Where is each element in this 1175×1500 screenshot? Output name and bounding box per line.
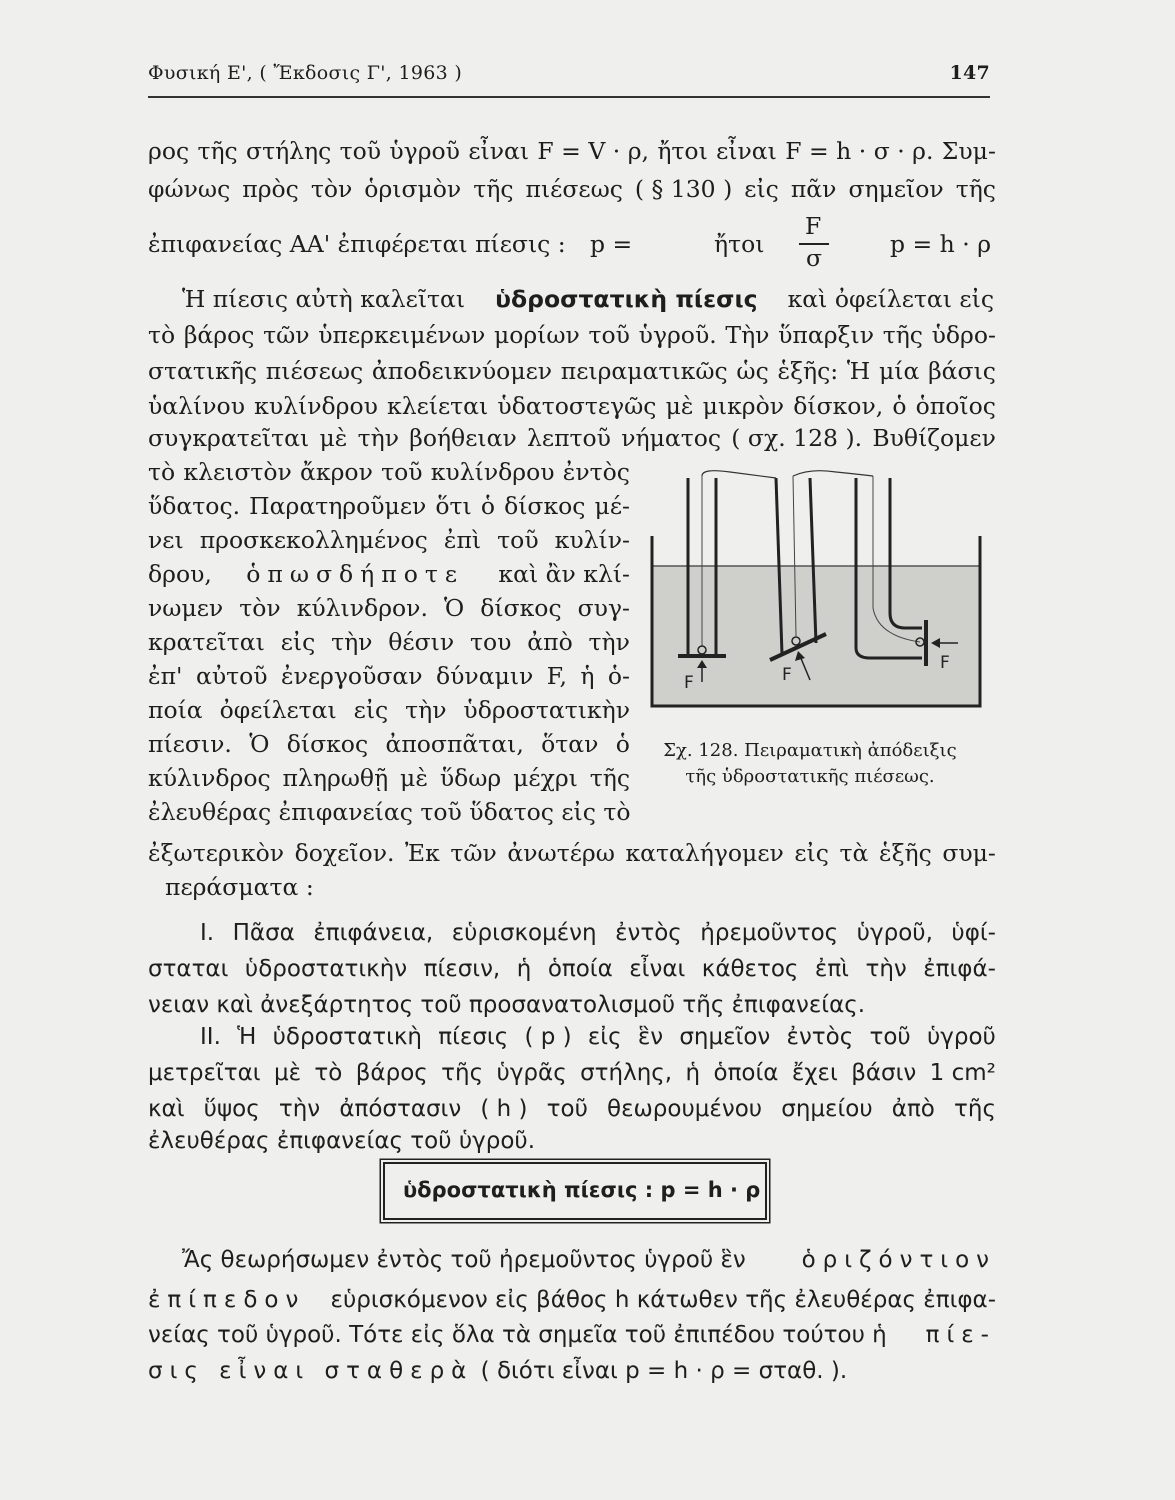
conclusion-i-line: [148, 954, 996, 984]
word: μέ-: [594, 492, 630, 520]
word: ἡ: [685, 1060, 701, 1086]
word: ὑδροστατικὴ: [272, 1024, 423, 1050]
text-line: ἐλευθέρας ἐπιφανείας τοῦ ὕδατος εἰς τὸ: [148, 798, 631, 826]
word: ἐντὸς: [615, 920, 682, 946]
equation-or: ἤτοι: [714, 230, 765, 258]
word: ὅταν: [541, 730, 599, 758]
word: F,: [546, 662, 567, 690]
word: F = h · σ · ρ.: [785, 137, 934, 165]
fraction-denominator: σ: [806, 244, 823, 272]
word: τὸν: [310, 175, 353, 203]
word: εἶναι: [629, 956, 686, 982]
word: τῆς: [955, 175, 996, 203]
header-rule: [148, 96, 990, 98]
text-line: περάσματα :: [165, 873, 314, 901]
spaced-word: ἐπίπεδον: [148, 1287, 306, 1313]
word: τὴν: [357, 424, 399, 452]
text-line: [182, 1245, 996, 1275]
force-label: F: [782, 665, 792, 685]
word: αὐτοῦ: [195, 662, 268, 690]
word: θέσιν: [388, 628, 455, 656]
word: ὑδατοστεγῶς: [497, 392, 657, 420]
word: συμ-: [942, 839, 996, 867]
text-line: [148, 838, 996, 868]
word: νει: [148, 526, 184, 554]
word: κυλίνδρου: [430, 458, 555, 486]
word: ( σχ. 128 ).: [731, 424, 863, 452]
word: ἀπόστασιν: [339, 1096, 462, 1122]
text-segment: καὶ ἂν κλί-: [498, 560, 630, 588]
text-segment: Ἡ πίεσις αὐτὴ καλεῖται: [182, 285, 466, 313]
word: ὁρισμὸν: [364, 175, 462, 203]
word: ὅτι: [435, 492, 472, 520]
word: πίεσιν,: [423, 956, 501, 982]
word: στατικῆς: [148, 357, 258, 385]
word: ὑγροῦ,: [856, 920, 933, 946]
text-segment: Ἄς θεωρήσωμεν ἐντὸς τοῦ ἠρεμοῦντος ὑγροῦ ἓν: [182, 1247, 746, 1273]
word: Πᾶσα: [232, 920, 295, 946]
spaced-word: πίε-: [925, 1322, 996, 1348]
word: τὸ: [148, 458, 176, 486]
term-hydrostatic-pressure: ὑδροστατικὴ πίεσις: [495, 285, 758, 313]
word: ὑφί-: [951, 920, 996, 946]
conclusion-i-line: [200, 918, 996, 948]
word: τοῦ: [588, 321, 630, 349]
word: πᾶν: [790, 175, 837, 203]
word: τὴν: [331, 628, 373, 656]
word: ὑαλίνου: [148, 392, 245, 420]
word: ὁποία: [713, 1060, 779, 1086]
word: τῆς: [473, 175, 514, 203]
word: πιέσεως: [525, 175, 623, 203]
word: δίσκον,: [793, 392, 884, 420]
word: πίεσις: [438, 1024, 509, 1050]
word: ἀποδεικνύομεν: [371, 357, 553, 385]
force-label: F: [940, 653, 950, 673]
word: βάσιν: [851, 1060, 917, 1086]
word: ἐπιφά-: [923, 956, 996, 982]
formula-text: ὑδροστατικὴ πίεσις : p = h · ρ: [403, 1178, 761, 1202]
word: II.: [200, 1024, 221, 1050]
word: σταται: [148, 956, 229, 982]
word: εἰς: [744, 175, 779, 203]
word: μέχρι: [513, 764, 578, 792]
word: δίσκος: [504, 492, 586, 520]
word: ἐντὸς: [562, 458, 630, 486]
word: ὑδροστατικὴν: [463, 696, 630, 724]
word: πληρωθῇ: [282, 764, 389, 792]
word: εἰς: [587, 1024, 622, 1050]
word: τῆς: [197, 137, 238, 165]
word: τὴν: [278, 1096, 321, 1122]
word: κλειστὸν: [183, 458, 292, 486]
text-line: [148, 391, 996, 421]
word: ἐξωτερικὸν: [148, 839, 285, 867]
word: στήλης,: [580, 1060, 673, 1086]
word: τοῦ: [381, 458, 423, 486]
text-segment: δρου,: [148, 560, 212, 588]
text-line: [148, 627, 630, 657]
word: 1 cm²: [929, 1060, 996, 1086]
word: τοῦ: [546, 1096, 588, 1122]
conclusion-ii-line: [148, 1058, 996, 1088]
spaced-word: ὁπωσδήποτε: [246, 560, 465, 588]
word: ἐπὶ: [814, 956, 849, 982]
word: ὁ: [480, 492, 495, 520]
word: βάρος: [355, 1060, 428, 1086]
word: βάρος: [183, 321, 255, 349]
word: ὕπαρξιν: [778, 321, 874, 349]
word: σημείου: [781, 1096, 873, 1122]
word: θεωρουμένου: [607, 1096, 763, 1122]
word: βοήθειαν: [409, 424, 517, 452]
word: ἀπὸ: [527, 628, 573, 656]
text-line: [148, 457, 630, 487]
word: ὑγροῦ.: [638, 321, 717, 349]
word: ἐπ': [148, 662, 183, 690]
word: ὑγρᾶς: [496, 1060, 567, 1086]
text-line: [148, 559, 630, 589]
word: τῆς: [589, 764, 630, 792]
word: ( h ): [480, 1096, 528, 1122]
word: σημεῖον: [679, 1024, 771, 1050]
word: ἡ: [516, 956, 532, 982]
word: προσκεκολλημένος: [199, 526, 428, 554]
word: ὕδωρ: [439, 764, 502, 792]
pressure-equation: [148, 208, 996, 272]
word: ἐνεργοῦσαν: [280, 662, 423, 690]
word: κυλίν-: [554, 526, 630, 554]
word: συγκρατεῖται: [148, 424, 310, 452]
word: συγ-: [577, 594, 630, 622]
word: Ὁ: [443, 594, 465, 622]
word: ὁποία: [547, 956, 613, 982]
word: φώνως: [148, 175, 231, 203]
word: τῆς: [441, 1060, 484, 1086]
text-line: [148, 1285, 996, 1315]
word: F = V · ρ,: [537, 137, 650, 165]
word: πειραματικῶς: [560, 357, 728, 385]
word: ἀπὸ: [891, 1096, 935, 1122]
word: ἠρεμοῦντος: [700, 920, 839, 946]
word: βάσις: [928, 357, 996, 385]
word: του: [469, 628, 512, 656]
word: Ὁ: [249, 730, 270, 758]
word: Βυθίζομεν: [872, 424, 996, 452]
word: τοῦ: [497, 526, 539, 554]
word: Ἐκ: [405, 839, 440, 867]
word: ὁ: [892, 392, 907, 420]
word: ἐπιφάνεια,: [313, 920, 434, 946]
text-line: [148, 661, 630, 691]
text-line: [148, 136, 996, 166]
word: ἐπὶ: [443, 526, 482, 554]
conclusion-ii-line: ἐλευθέρας ἐπιφανείας τοῦ ὑγροῦ.: [148, 1128, 536, 1154]
thread-loops: [702, 471, 873, 478]
spaced-word: σις εἶναι σταθερὰ: [148, 1358, 474, 1384]
text-line: [148, 491, 630, 521]
word: κλείεται: [387, 392, 489, 420]
text-line: [148, 1320, 996, 1350]
word: Συμ-: [941, 137, 996, 165]
word: σημεῖον: [848, 175, 944, 203]
word: ὕψος: [203, 1096, 260, 1122]
equation-result: p = h · ρ: [890, 230, 992, 258]
word: μὲ: [400, 764, 428, 792]
word: νήματος: [621, 424, 722, 452]
page-number: 147: [949, 62, 990, 84]
word: I.: [200, 920, 215, 946]
word: καὶ: [148, 1096, 185, 1122]
text-line: [148, 174, 996, 204]
word: πίεσιν.: [148, 730, 232, 758]
word: εἰς: [280, 628, 316, 656]
running-title: Φυσική Ε', ( Ἔκδοσις Γ', 1963 ): [148, 62, 463, 84]
word: τὸν: [239, 594, 281, 622]
word: ( § 130 ): [634, 175, 733, 203]
text-segment: νείας τοῦ ὑγροῦ. Τότε εἰς ὅλα τὰ σημεῖα τοῦ ἐπιπέδου τούτου ἡ: [148, 1322, 887, 1348]
word: ἓν: [637, 1024, 664, 1050]
word: ἑξῆς:: [777, 357, 839, 385]
word: ὡς: [736, 357, 769, 385]
word: τὴν: [405, 696, 447, 724]
text-segment: καὶ ὀφείλεται εἰς: [787, 285, 994, 313]
word: μία: [878, 357, 920, 385]
text-line: [148, 356, 996, 386]
word: τὸ: [148, 321, 176, 349]
word: ἡ: [580, 662, 595, 690]
word: στήλης: [246, 137, 332, 165]
figure-caption-line1: Σχ. 128. Πειραματικὴ ἀπόδειξις: [663, 740, 957, 761]
equation-text: ἐπιφανείας ΑΑ' ἐπιφέρεται πίεσις :: [148, 230, 566, 258]
word: ὁποῖος: [915, 392, 996, 420]
word: ὁ: [615, 730, 630, 758]
word: μὲ: [319, 424, 348, 452]
conclusion-ii-line: [200, 1022, 996, 1052]
word: ἑξῆς: [878, 839, 932, 867]
word: κυλίνδρου: [254, 392, 378, 420]
word: ὕδατος.: [148, 492, 241, 520]
word: ἤτοι: [657, 137, 708, 165]
word: εἰς: [794, 839, 829, 867]
word: κρατεῖται: [148, 628, 265, 656]
text-segment: εὑρισκόμενον εἰς βάθος h κάτωθεν τῆς ἐλευθέρας ἐπιφα-: [330, 1287, 996, 1313]
word: εἰς: [353, 696, 389, 724]
word: ὑγροῦ: [389, 137, 460, 165]
word: τῆς: [954, 1096, 996, 1122]
word: τοῦ: [339, 137, 382, 165]
word: πρὸς: [242, 175, 299, 203]
text-line: [148, 763, 630, 793]
word: κάθετος: [701, 956, 799, 982]
word: Παρατηροῦμεν: [249, 492, 427, 520]
word: δίσκος: [286, 730, 369, 758]
word: ἐντὸς: [786, 1024, 854, 1050]
word: τὴν: [865, 956, 907, 982]
word: μετρεῖται: [148, 1060, 261, 1086]
figure-caption-line2: τῆς ὑδροστατικῆς πιέσεως.: [685, 766, 935, 787]
word: τοῦ: [869, 1024, 911, 1050]
fraction-numerator: F: [805, 212, 822, 240]
spaced-word: ὁριζόντιον: [801, 1247, 996, 1273]
word: Ἡ: [846, 357, 871, 385]
text-line: [148, 423, 996, 453]
word: τὰ: [839, 839, 869, 867]
word: μορίων: [493, 321, 580, 349]
word: ὑδροστατικὴν: [244, 956, 408, 982]
text-line: [148, 525, 630, 555]
word: δίσκος: [480, 594, 562, 622]
word: εἶναι: [468, 137, 530, 165]
word: τῶν: [450, 839, 497, 867]
word: Ἡ: [237, 1024, 257, 1050]
word: δύναμιν: [435, 662, 534, 690]
word: μὲ: [273, 1060, 302, 1086]
word: μὲ: [665, 392, 694, 420]
text-line: [148, 695, 630, 725]
force-label: F: [684, 673, 694, 693]
formula-box: [383, 1162, 767, 1220]
conclusion-ii-line: [148, 1094, 996, 1124]
text-line: [148, 729, 630, 759]
text-line: [148, 320, 996, 350]
word: εἶναι: [716, 137, 777, 165]
equation-lhs: p =: [590, 230, 633, 258]
running-header: [148, 62, 990, 92]
word: τῶν: [263, 321, 310, 349]
word: δοχεῖον.: [294, 839, 395, 867]
word: τὴν: [588, 628, 630, 656]
word: ἔχει: [791, 1060, 838, 1086]
word: νωμεν: [148, 594, 224, 622]
word: ὑδρο-: [931, 321, 996, 349]
word: ἀποσπᾶται,: [385, 730, 524, 758]
word: ὑπερκειμένων: [318, 321, 486, 349]
word: ρος: [148, 137, 190, 165]
word: καταλήγομεν: [625, 839, 784, 867]
word: λεπτοῦ: [527, 424, 611, 452]
text-line: [182, 284, 994, 314]
word: ὁ-: [607, 662, 630, 690]
word: Τὴν: [725, 321, 770, 349]
text-line: [148, 593, 630, 623]
word: μικρὸν: [702, 392, 785, 420]
word: ποία: [148, 696, 203, 724]
word: εὑρισκομένη: [451, 920, 597, 946]
word: τὸ: [314, 1060, 343, 1086]
word: ἄκρον: [300, 458, 373, 486]
word: κύλινδρον.: [296, 594, 428, 622]
text-line: [148, 1356, 996, 1386]
word: ὀφείλεται: [219, 696, 337, 724]
conclusion-i-line: νειαν καὶ ἀνεξάρτητος τοῦ προσανατολισμοῦ τῆς ἐπιφανείας.: [148, 992, 866, 1018]
word: ( p ): [524, 1024, 572, 1050]
word: τῆς: [882, 321, 923, 349]
word: κύλινδρος: [148, 764, 271, 792]
figure-128-diagram: [630, 468, 990, 716]
word: ὑγροῦ: [926, 1024, 996, 1050]
word: ἀνωτέρω: [507, 839, 615, 867]
word: πιέσεως: [265, 357, 364, 385]
text-segment: ( διότι εἶναι p = h · ρ = σταθ. ).: [480, 1358, 848, 1384]
